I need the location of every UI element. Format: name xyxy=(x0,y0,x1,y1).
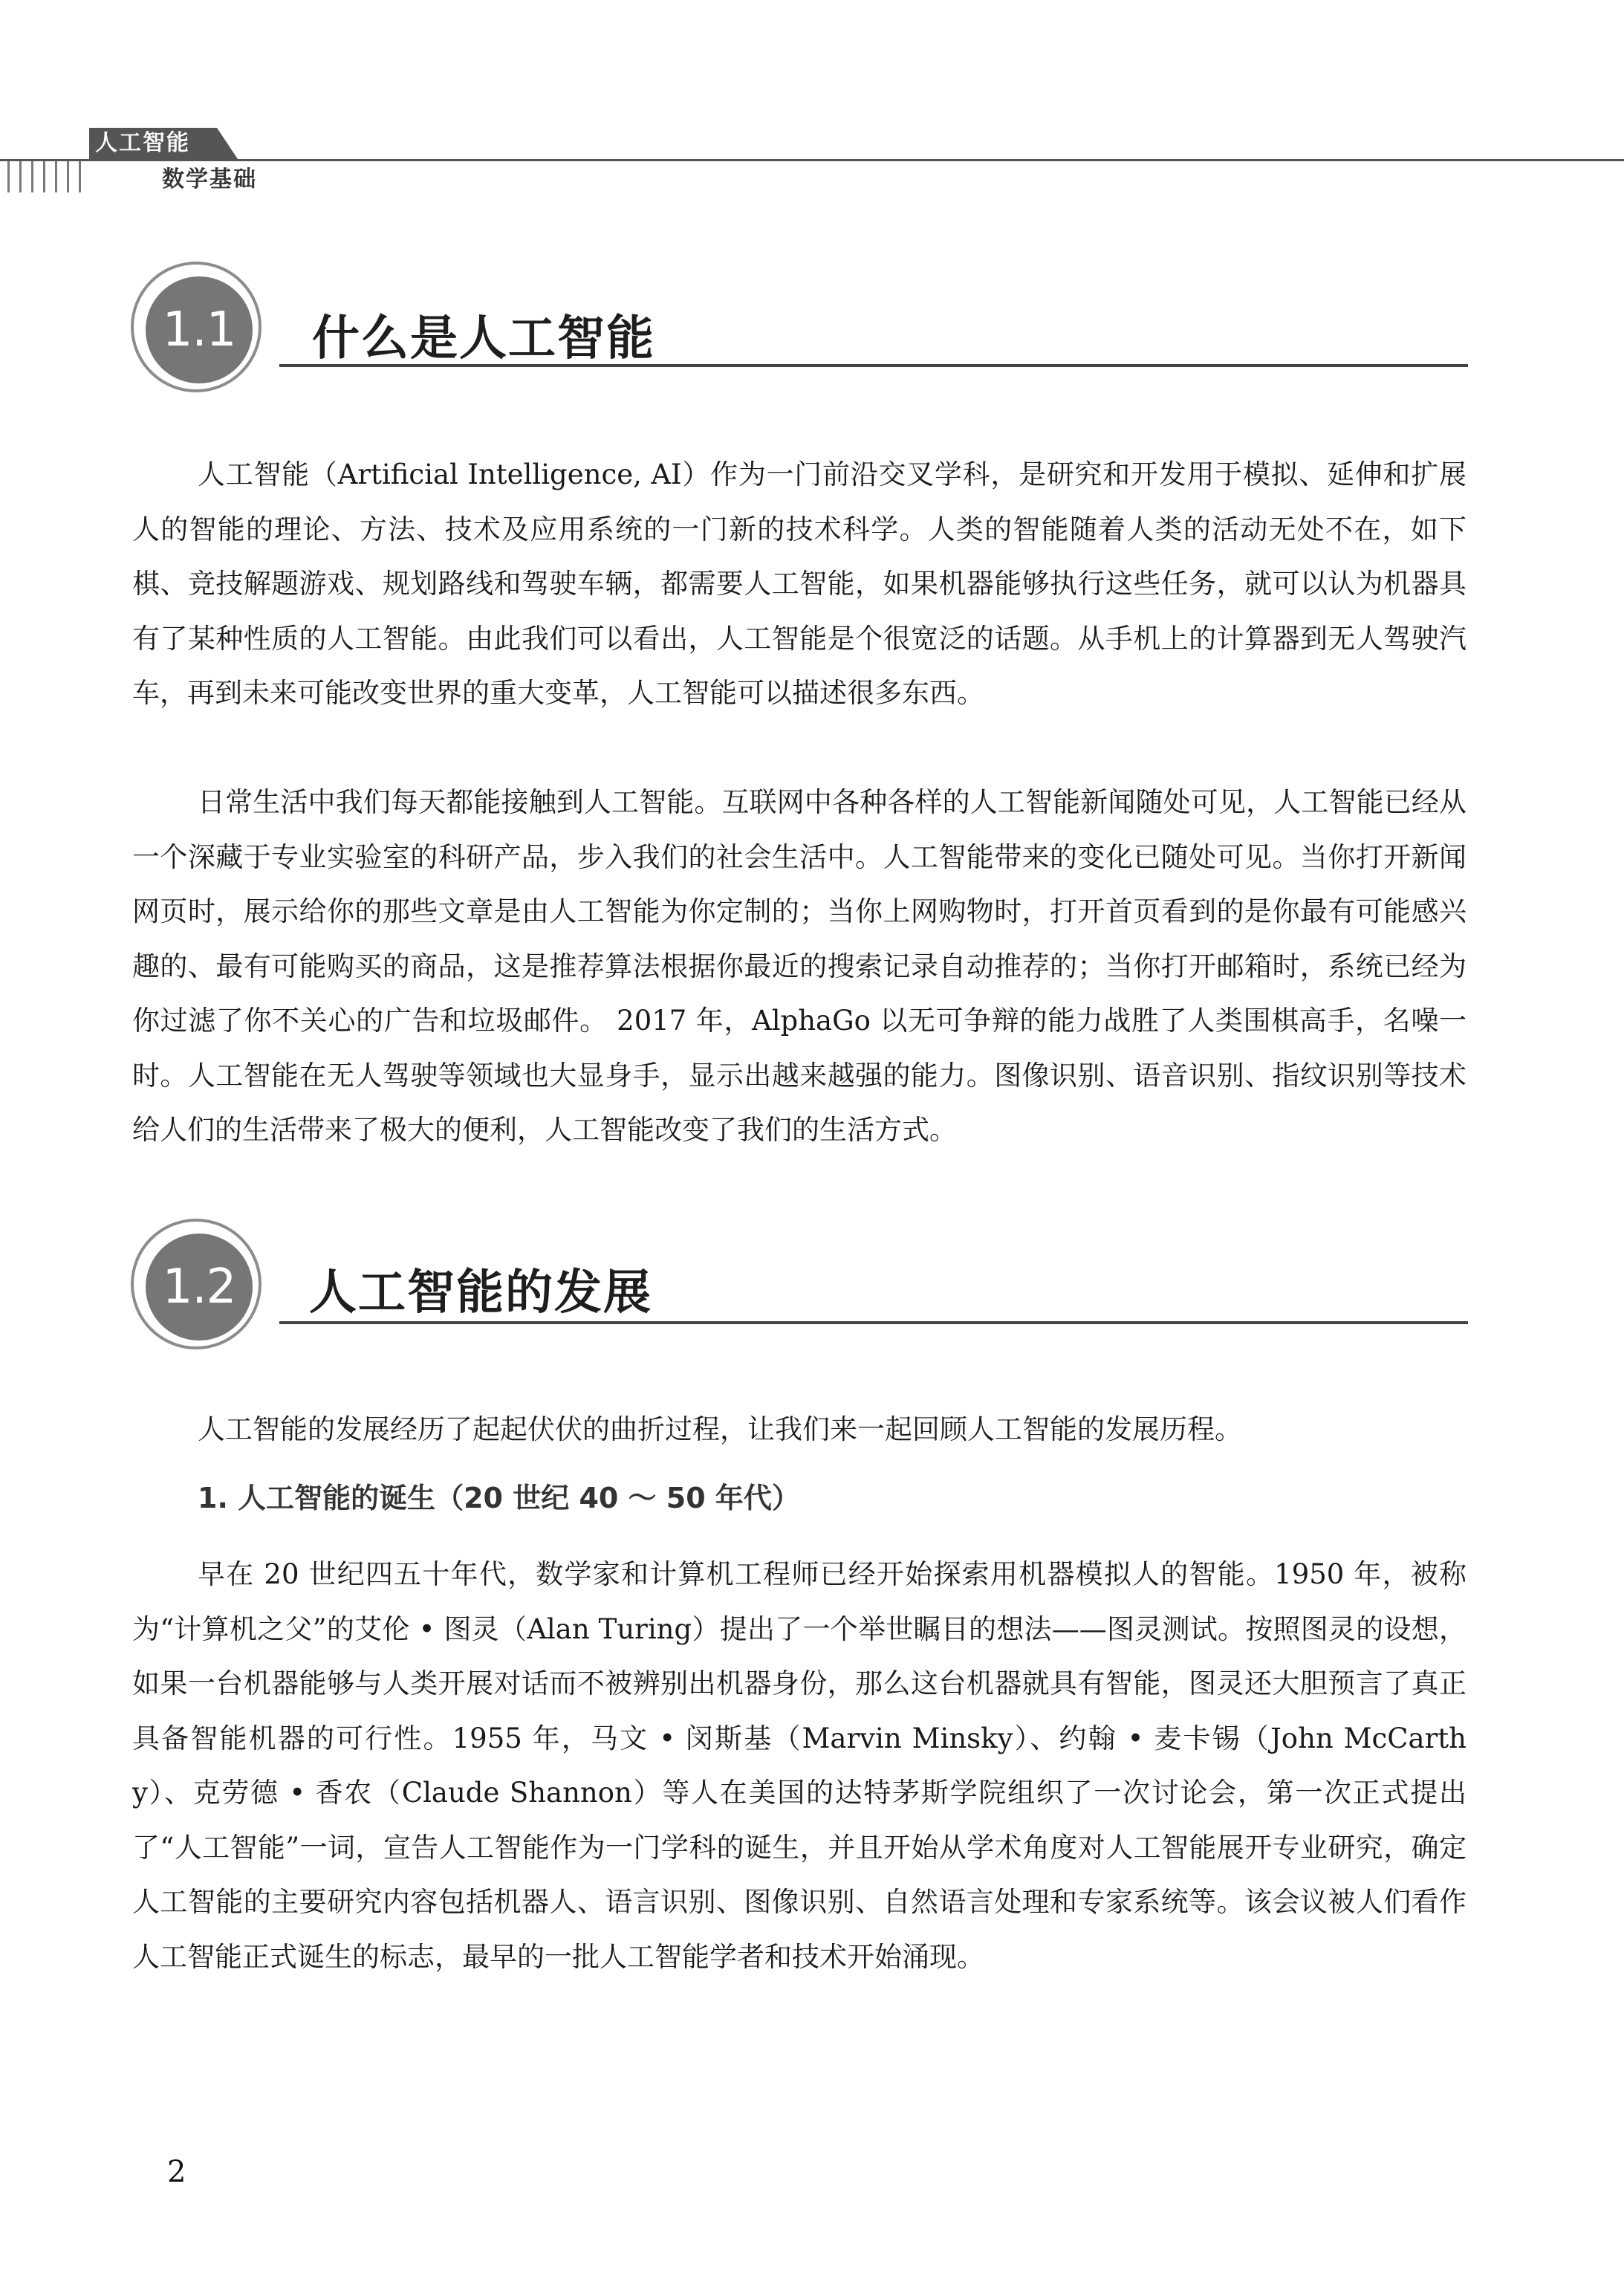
section-number-ring xyxy=(131,262,262,392)
header-rule xyxy=(0,159,1624,161)
section-heading-1-2 xyxy=(131,1219,1468,1352)
section-title: 人工智能的发展 xyxy=(309,1265,652,1320)
page-number: 2 xyxy=(167,2155,186,2189)
paragraph: 人工智能的发展经历了起起伏伏的曲折过程，让我们来一起回顾人工智能的发展历程。 xyxy=(198,1413,1242,1445)
section-title: 什么是人工智能 xyxy=(312,311,655,366)
paragraph: 日常生活中我们每天都能接触到人工智能。互联网中各种各样的人工智能新闻随处可见，人工智能已经从一个深藏于专业实验室的科研产品，步入我们的社会生活中。人工智能带来的变化已随处可见。当你打开新闻网页时，展示给你的那些文章是由人工智能为你定制的；当你上网购物时，打开首页看到的是你最有可能感兴趣的、最有可能购买的商品，这是推荐算法根据你最近的搜索记录自动推荐的；当你打开邮箱时，系统已经为你过滤了你不关心的广告和垃圾邮件。 2017 年，AlphaGo 以无可争辩的能力战胜了人类围棋高手，名噪一时。人工智能在无人驾驶等领域也大显身手，显示出越来越强的能力。图像识别、语音识别、指纹识别等技术给人们的生活带来了极大的便利，人工智能改变了我们的生活方式。 xyxy=(132,786,1467,1146)
section-number-ring xyxy=(131,1219,262,1349)
section-heading-1-1 xyxy=(131,262,1468,395)
subsection-title: 1. 人工智能的诞生（20 世纪 40 ～ 50 年代） xyxy=(198,1482,800,1514)
book-title: 人工智能 xyxy=(95,130,190,156)
section-number: 1.2 xyxy=(146,1234,253,1341)
book-subtitle: 数学基础 xyxy=(162,166,257,192)
header-stripes xyxy=(7,161,89,192)
paragraph: 人工智能（Artificial Intelligence, AI）作为一门前沿交叉学科，是研究和开发用于模拟、延伸和扩展人的智能的理论、方法、技术及应用系统的一门新的技术科学。人类的智能随着人类的活动无处不在，如下棋、竞技解题游戏、规划路线和驾驶车辆，都需要人工智能，如果机器能够执行这些任务，就可以认为机器具有了某种性质的人工智能。由此我们可以看出，人工智能是个很宽泛的话题。从手机上的计算器到无人驾驶汽车，再到未来可能改变世界的重大变革，人工智能可以描述很多东西。 xyxy=(132,458,1467,709)
paragraph: 早在 20 世纪四五十年代，数学家和计算机工程师已经开始探索用机器模拟人的智能。1950 年，被称为“计算机之父”的艾伦 • 图灵（Alan Turing）提出了一个举世瞩目的想法——图灵测试。按照图灵的设想，如果一台机器能够与人类开展对话而不被辨别出机器身份，那么这台机器就具有智能，图灵还大胆预言了真正具备智能机器的可行性。1955 年，马文 • 闵斯基（Marvin Minsky）、约翰 • 麦卡锡（John McCarthy）、克劳德 • 香农（Claude Shannon）等人在美国的达特茅斯学院组织了一次讨论会，第一次正式提出了“人工智能”一词，宣告人工智能作为一门学科的诞生，并且开始从学术角度对人工智能展开专业研究，确定人工智能的主要研究内容包括机器人、语言识别、图像识别、自然语言处理和专家系统等。该会议被人们看作人工智能正式诞生的标志，最早的一批人工智能学者和技术开始涌现。 xyxy=(132,1558,1467,1973)
section-number: 1.1 xyxy=(146,276,253,383)
